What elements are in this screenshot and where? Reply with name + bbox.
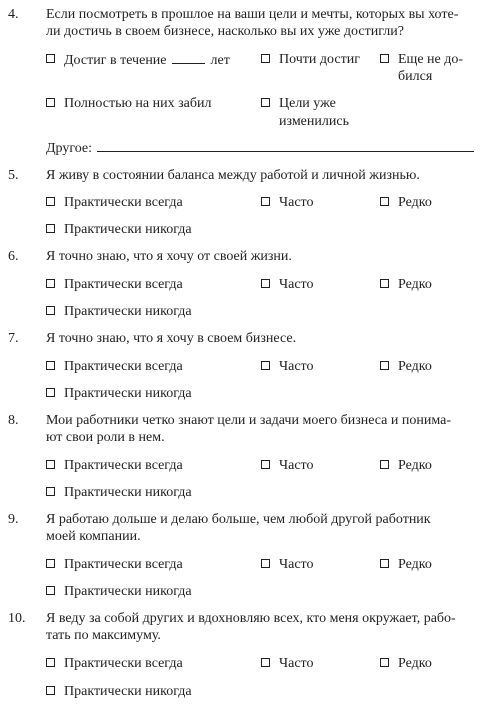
option-label: Часто bbox=[279, 359, 314, 374]
option-almost-never[interactable] bbox=[46, 303, 192, 320]
checkbox[interactable] bbox=[46, 306, 55, 315]
checkbox[interactable] bbox=[46, 54, 55, 63]
option-label: Редко bbox=[398, 557, 432, 572]
option-label: Редко bbox=[398, 656, 432, 671]
option-label: Часто bbox=[279, 557, 314, 572]
option-achieved-within[interactable] bbox=[46, 51, 230, 69]
option-label: Еще не до- bbox=[398, 52, 464, 67]
option-almost-never[interactable] bbox=[46, 683, 192, 700]
option-almost-always[interactable] bbox=[46, 358, 183, 375]
option-often[interactable] bbox=[261, 276, 313, 293]
option-almost-always[interactable] bbox=[46, 194, 183, 211]
checkbox[interactable] bbox=[261, 460, 270, 469]
checkbox[interactable] bbox=[380, 460, 389, 469]
option-label: Практически никогда bbox=[64, 304, 192, 319]
option-often[interactable] bbox=[261, 194, 313, 211]
option-label: Достиг в течение bbox=[64, 53, 167, 68]
option-label: Практически всегда bbox=[64, 458, 183, 473]
question-number: 5. bbox=[8, 168, 19, 183]
checkbox[interactable] bbox=[46, 487, 55, 496]
checkbox[interactable] bbox=[380, 559, 389, 568]
option-goals-changed[interactable] bbox=[261, 95, 336, 112]
checkbox[interactable] bbox=[46, 197, 55, 206]
option-label: Практически всегда bbox=[64, 656, 183, 671]
option-label: Практически всегда bbox=[64, 359, 183, 374]
question-number: 10. bbox=[8, 611, 26, 626]
checkbox[interactable] bbox=[261, 658, 270, 667]
question-number: 4. bbox=[8, 7, 19, 22]
question-text: тать по максимуму. bbox=[46, 628, 161, 643]
checkbox[interactable] bbox=[261, 197, 270, 206]
option-label: Практически всегда bbox=[64, 557, 183, 572]
option-label: Практически никогда bbox=[64, 386, 192, 401]
option-almost-never[interactable] bbox=[46, 221, 192, 238]
option-rarely[interactable] bbox=[380, 276, 432, 293]
checkbox[interactable] bbox=[261, 98, 270, 107]
question-number: 6. bbox=[8, 249, 19, 264]
question-text: моей компании. bbox=[46, 529, 141, 544]
option-label: Редко bbox=[398, 195, 432, 210]
question-text: ли достичь в своем бизнесе, насколько вы их уже достигли? bbox=[46, 24, 404, 39]
question-text: Я веду за собой других и вдохновляю всех, кто меня окружает, рабо- bbox=[46, 611, 456, 626]
other-input-line[interactable] bbox=[97, 151, 474, 152]
checkbox[interactable] bbox=[46, 460, 55, 469]
option-almost-always[interactable] bbox=[46, 457, 183, 474]
option-label: Практически никогда bbox=[64, 485, 192, 500]
checkbox[interactable] bbox=[380, 54, 389, 63]
option-label: Часто bbox=[279, 277, 314, 292]
option-label: Редко bbox=[398, 458, 432, 473]
checkbox[interactable] bbox=[46, 559, 55, 568]
option-almost-never[interactable] bbox=[46, 385, 192, 402]
question-text: Мои работники четко знают цели и задачи моего бизнеса и понима- bbox=[46, 413, 452, 428]
option-almost-always[interactable] bbox=[46, 556, 183, 573]
checkbox[interactable] bbox=[380, 197, 389, 206]
option-often[interactable] bbox=[261, 655, 313, 672]
question-text: Я живу в состоянии баланса между работой и личной жизнью. bbox=[46, 168, 420, 183]
option-label: Часто bbox=[279, 195, 314, 210]
option-rarely[interactable] bbox=[380, 556, 432, 573]
question-number: 8. bbox=[8, 413, 19, 428]
question-number: 7. bbox=[8, 331, 19, 346]
option-often[interactable] bbox=[261, 457, 313, 474]
checkbox[interactable] bbox=[380, 361, 389, 370]
option-almost-always[interactable] bbox=[46, 276, 183, 293]
checkbox[interactable] bbox=[46, 279, 55, 288]
question-text: Если посмотреть в прошлое на ваши цели и мечты, которых вы хоте- bbox=[46, 7, 459, 22]
option-label: изменились bbox=[279, 114, 349, 129]
option-rarely[interactable] bbox=[380, 457, 432, 474]
checkbox[interactable] bbox=[46, 224, 55, 233]
option-rarely[interactable] bbox=[380, 194, 432, 211]
option-label: бился bbox=[398, 69, 433, 84]
option-often[interactable] bbox=[261, 358, 313, 375]
question-text: Я работаю дольше и делаю больше, чем любой другой работник bbox=[46, 512, 431, 527]
other-label: Другое: bbox=[46, 141, 93, 156]
option-label: Часто bbox=[279, 458, 314, 473]
question-number: 9. bbox=[8, 512, 19, 527]
option-almost-achieved[interactable] bbox=[261, 51, 360, 68]
option-label: Редко bbox=[398, 277, 432, 292]
option-label: Практически никогда bbox=[64, 584, 192, 599]
option-often[interactable] bbox=[261, 556, 313, 573]
checkbox[interactable] bbox=[46, 658, 55, 667]
option-label: Практически всегда bbox=[64, 195, 183, 210]
option-label: Практически никогда bbox=[64, 684, 192, 699]
checkbox[interactable] bbox=[261, 54, 270, 63]
option-gave-up[interactable] bbox=[46, 95, 211, 112]
checkbox[interactable] bbox=[261, 279, 270, 288]
option-label: Цели уже bbox=[279, 96, 336, 111]
option-not-yet-achieved[interactable] bbox=[380, 51, 463, 68]
option-label: Практически никогда bbox=[64, 222, 192, 237]
option-rarely[interactable] bbox=[380, 655, 432, 672]
checkbox[interactable] bbox=[261, 559, 270, 568]
option-label: лет bbox=[210, 53, 230, 68]
option-rarely[interactable] bbox=[380, 358, 432, 375]
option-almost-never[interactable] bbox=[46, 583, 192, 600]
checkbox[interactable] bbox=[46, 388, 55, 397]
checkbox[interactable] bbox=[261, 361, 270, 370]
checkbox[interactable] bbox=[46, 361, 55, 370]
question-text: Я точно знаю, что я хочу от своей жизни. bbox=[46, 249, 292, 264]
question-text: ют свои роли в нем. bbox=[46, 430, 165, 445]
question-text: Я точно знаю, что я хочу в своем бизнесе. bbox=[46, 331, 297, 346]
checkbox[interactable] bbox=[380, 279, 389, 288]
checkbox[interactable] bbox=[46, 686, 55, 695]
option-almost-never[interactable] bbox=[46, 484, 192, 501]
checkbox[interactable] bbox=[46, 586, 55, 595]
fill-in-blank[interactable] bbox=[172, 51, 205, 64]
option-label: Практически всегда bbox=[64, 277, 183, 292]
checkbox[interactable] bbox=[380, 658, 389, 667]
option-label: Редко bbox=[398, 359, 432, 374]
option-label: Полностью на них забил bbox=[64, 96, 212, 111]
option-almost-always[interactable] bbox=[46, 655, 183, 672]
option-label: Часто bbox=[279, 656, 314, 671]
option-label: Почти достиг bbox=[279, 52, 360, 67]
checkbox[interactable] bbox=[46, 98, 55, 107]
